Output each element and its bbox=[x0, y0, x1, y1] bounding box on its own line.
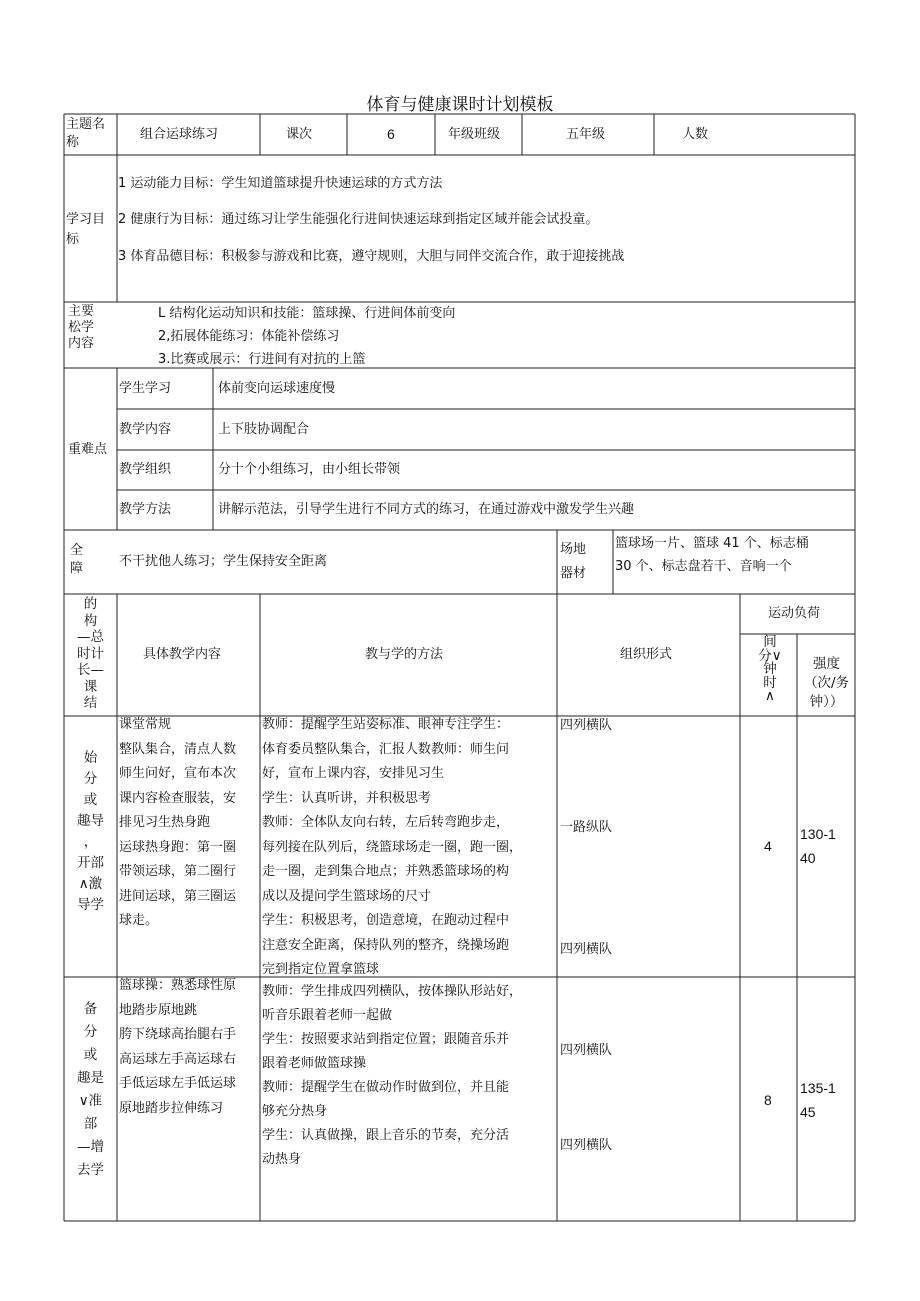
section-intensity: 130-1 40 bbox=[800, 826, 836, 866]
intensity-header: 强度 （次/务 钟）） bbox=[803, 656, 850, 710]
count-label: 人数 bbox=[682, 127, 709, 142]
section-content: 篮球操：熟悉球性原 地踏步原地跳 胯下绕球高抬腿右手 高运球左手高运球右 手低运球左手低运球 原地踏步拉伸练习 bbox=[119, 978, 237, 1116]
content-item: L 结构化运动知识和技能：篮球操、行进间体前变向 bbox=[158, 306, 456, 321]
section-content: 课堂常规 整队集合，清点人数 师生问好，宣布本次 课内容检查服装，安 排见习生热身跑 运球热身跑：第一圈 带领运球，第二圈行 进间运球，第三圈运 球走。 bbox=[119, 717, 237, 928]
key-points-label: 重难点 bbox=[68, 442, 108, 457]
section-method: 教师：学生排成四列横队，按体操队形站好， 听音乐跟着老师一起做 学生：按照要求站到指定位置；跟随音乐并 跟着老师做篮球操 教师：提醒学生在做动作时做到位，并且能 够充分热身 学生：认真做操，跟上音乐的节奏，充分活 动热身 bbox=[262, 984, 523, 1167]
org-form: 四列横队 bbox=[560, 1043, 613, 1058]
org-form: 一路纵队 bbox=[560, 820, 613, 835]
lesson-label: 课次 bbox=[286, 127, 313, 142]
section-part-label: 备 分 或 趣是 ∨准 部 —增 去学 bbox=[77, 1001, 104, 1178]
lesson-value: 6 bbox=[387, 126, 395, 142]
content-item: 3.比赛或展示：行进间有对抗的上篮 bbox=[158, 352, 366, 367]
grade-label: 年级班级 bbox=[448, 127, 501, 142]
section-time: 8 bbox=[764, 1092, 772, 1108]
section-intensity: 135-1 45 bbox=[800, 1080, 836, 1120]
key-point-label: 教学内容 bbox=[119, 422, 172, 437]
section-method: 教师：提醒学生站姿标准、眼神专注学生： 体育委员整队集合，汇报人数教师：师生问 好，宣布上课内容，安排见习生 学生：认真听讲，并积极思考 教师：全体队友向右转，左后转弯跑步走， 每列接在队列后，绕篮球场走一圈，跑一圈， 走一圈，走到集合地点；并熟悉篮球场的构 成以及提问学生篮球场的尺寸 学生：积极思考，创造意境，在跑动过程中 注意安全距离，保持队列的整齐，绕操场跑 完到指定位置拿篮球 bbox=[262, 717, 523, 977]
org-form: 四列横队 bbox=[560, 942, 613, 957]
org-col-header: 组织形式 bbox=[620, 647, 673, 662]
key-point-label: 教学方法 bbox=[119, 502, 172, 517]
time-header: 间 分∨ 钟 时 ∧ bbox=[758, 634, 782, 704]
key-point-value: 上下肢协调配合 bbox=[218, 422, 310, 437]
org-form: 四列横队 bbox=[560, 718, 613, 733]
goals-label: 学习目 标 bbox=[66, 212, 106, 247]
key-point-value: 讲解示范法，引导学生进行不同方式的练习，在通过游戏中激发学生兴趣 bbox=[218, 502, 635, 517]
safety-label: 全 障 bbox=[70, 543, 84, 576]
key-point-label: 教学组织 bbox=[119, 462, 172, 477]
load-header: 运动负荷 bbox=[768, 606, 821, 621]
content-col-header: 具体教学内容 bbox=[143, 647, 222, 662]
section-time: 4 bbox=[764, 838, 772, 854]
page-title: 体育与健康课时计划模板 bbox=[366, 95, 554, 115]
key-point-value: 体前变向运球速度慢 bbox=[218, 381, 336, 396]
topic-label: 主题名 称 bbox=[66, 117, 106, 150]
goal-item: 1 运动能力目标：学生知道篮球提升快速运球的方式方法 bbox=[118, 176, 443, 191]
key-point-value: 分十个小组练习，由小组长带领 bbox=[218, 462, 401, 477]
safety-value: 不干扰他人练习；学生保持安全距离 bbox=[119, 554, 328, 569]
venue-value: 篮球场一片、篮球 41 个、标志桶 30 个、标志盘若干、音响一个 bbox=[615, 536, 809, 574]
content-item: 2,拓展体能练习：体能补偿练习 bbox=[158, 329, 340, 344]
goal-item: 2 健康行为目标：通过练习让学生能强化行进间快速运球到指定区域并能会试投童。 bbox=[118, 212, 599, 227]
section-part-label: 始 分 或 趣导 ， 开部 ∧激 导学 bbox=[77, 750, 104, 913]
topic-value: 组合运球练习 bbox=[140, 127, 219, 142]
structure-label: 的 构 —总 时计 长— 课 结 bbox=[77, 596, 104, 711]
goal-item: 3 体育品德目标：积极参与游戏和比赛，遵守规则，大胆与同伴交流合作，敢于迎接挑战 bbox=[118, 249, 625, 264]
venue-label: 场地 器材 bbox=[560, 542, 587, 581]
method-col-header: 教与学的方法 bbox=[365, 647, 444, 662]
key-point-label: 学生学习 bbox=[119, 381, 172, 396]
content-label: 主要 松学 内容 bbox=[68, 304, 95, 351]
grade-value: 五年级 bbox=[566, 127, 606, 142]
org-form: 四列横队 bbox=[560, 1138, 613, 1153]
